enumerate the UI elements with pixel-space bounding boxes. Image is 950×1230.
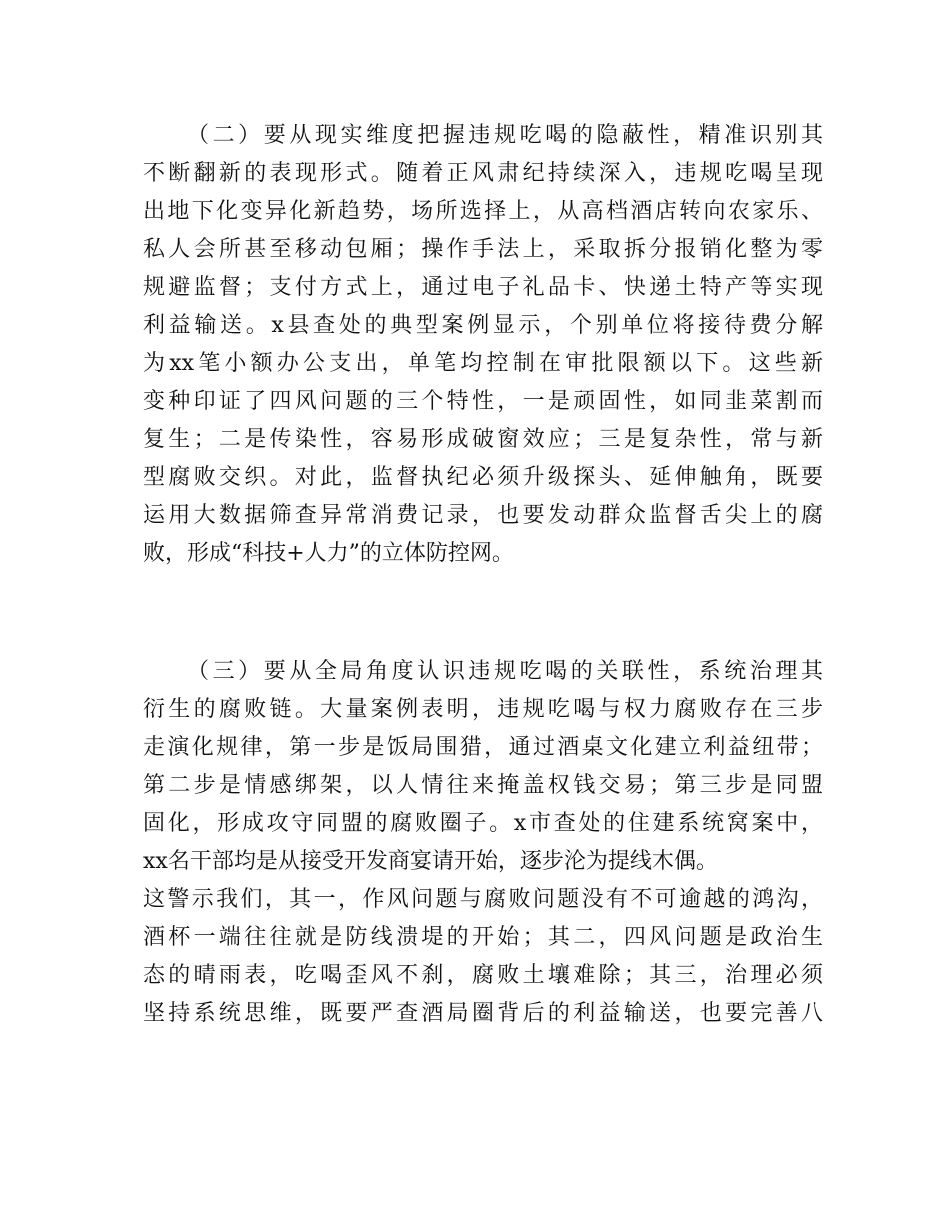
paragraph-section-two	[143, 117, 823, 573]
text-line: xx名干部均是从接受开发商宴请开始，逐步沦为提线木偶。	[143, 849, 718, 874]
text-line: 这警示我们，其一，作风问题与腐败问题没有不可逾越的鸿沟，	[143, 887, 823, 912]
text-line: 复生；二是传染性，容易形成破窗效应；三是复杂性，常与新	[143, 427, 823, 452]
text-line: 固化，形成攻守同盟的腐败圈子。x市查处的住建系统窝案中，	[143, 811, 823, 836]
text-line: 态的晴雨表，吃喝歪风不刹，腐败土壤难除；其三，治理必须	[143, 963, 823, 988]
text-line: 运用大数据筛查异常消费记录，也要发动群众监督舌尖上的腐	[143, 503, 823, 528]
text-line: 规避监督；支付方式上，通过电子礼品卡、快递土特产等实现	[143, 275, 823, 300]
text-line: 第二步是情感绑架，以人情往来掩盖权钱交易；第三步是同盟	[143, 773, 823, 798]
text-line: 不断翻新的表现形式。随着正风肃纪持续深入，违规吃喝呈现	[143, 161, 823, 186]
text-line: 出地下化变异化新趋势，场所选择上，从高档酒店转向农家乐、	[143, 199, 823, 224]
paragraph-section-three	[143, 653, 823, 1033]
text-line: （二）要从现实维度把握违规吃喝的隐蔽性，精准识别其	[187, 123, 823, 148]
text-line: 酒杯一端往往就是防线溃堤的开始；其二，四风问题是政治生	[143, 925, 823, 950]
text-line: 走演化规律，第一步是饭局围猎，通过酒桌文化建立利益纽带；	[143, 735, 823, 760]
text-line: 私人会所甚至移动包厢；操作手法上，采取拆分报销化整为零	[143, 237, 823, 262]
text-line: 败，形成“科技+人力”的立体防控网。	[143, 541, 514, 566]
text-line: 衍生的腐败链。大量案例表明，违规吃喝与权力腐败存在三步	[143, 697, 823, 722]
text-line: （三）要从全局角度认识违规吃喝的关联性，系统治理其	[187, 659, 823, 684]
text-line: 为xx笔小额办公支出，单笔均控制在审批限额以下。这些新	[143, 351, 823, 376]
text-line: 利益输送。x县查处的典型案例显示，个别单位将接待费分解	[143, 313, 823, 338]
text-line: 变种印证了四风问题的三个特性，一是顽固性，如同韭菜割而	[143, 389, 823, 414]
text-line: 型腐败交织。对此，监督执纪必须升级探头、延伸触角，既要	[143, 465, 823, 490]
text-line: 坚持系统思维，既要严查酒局圈背后的利益输送，也要完善八	[143, 1001, 823, 1026]
